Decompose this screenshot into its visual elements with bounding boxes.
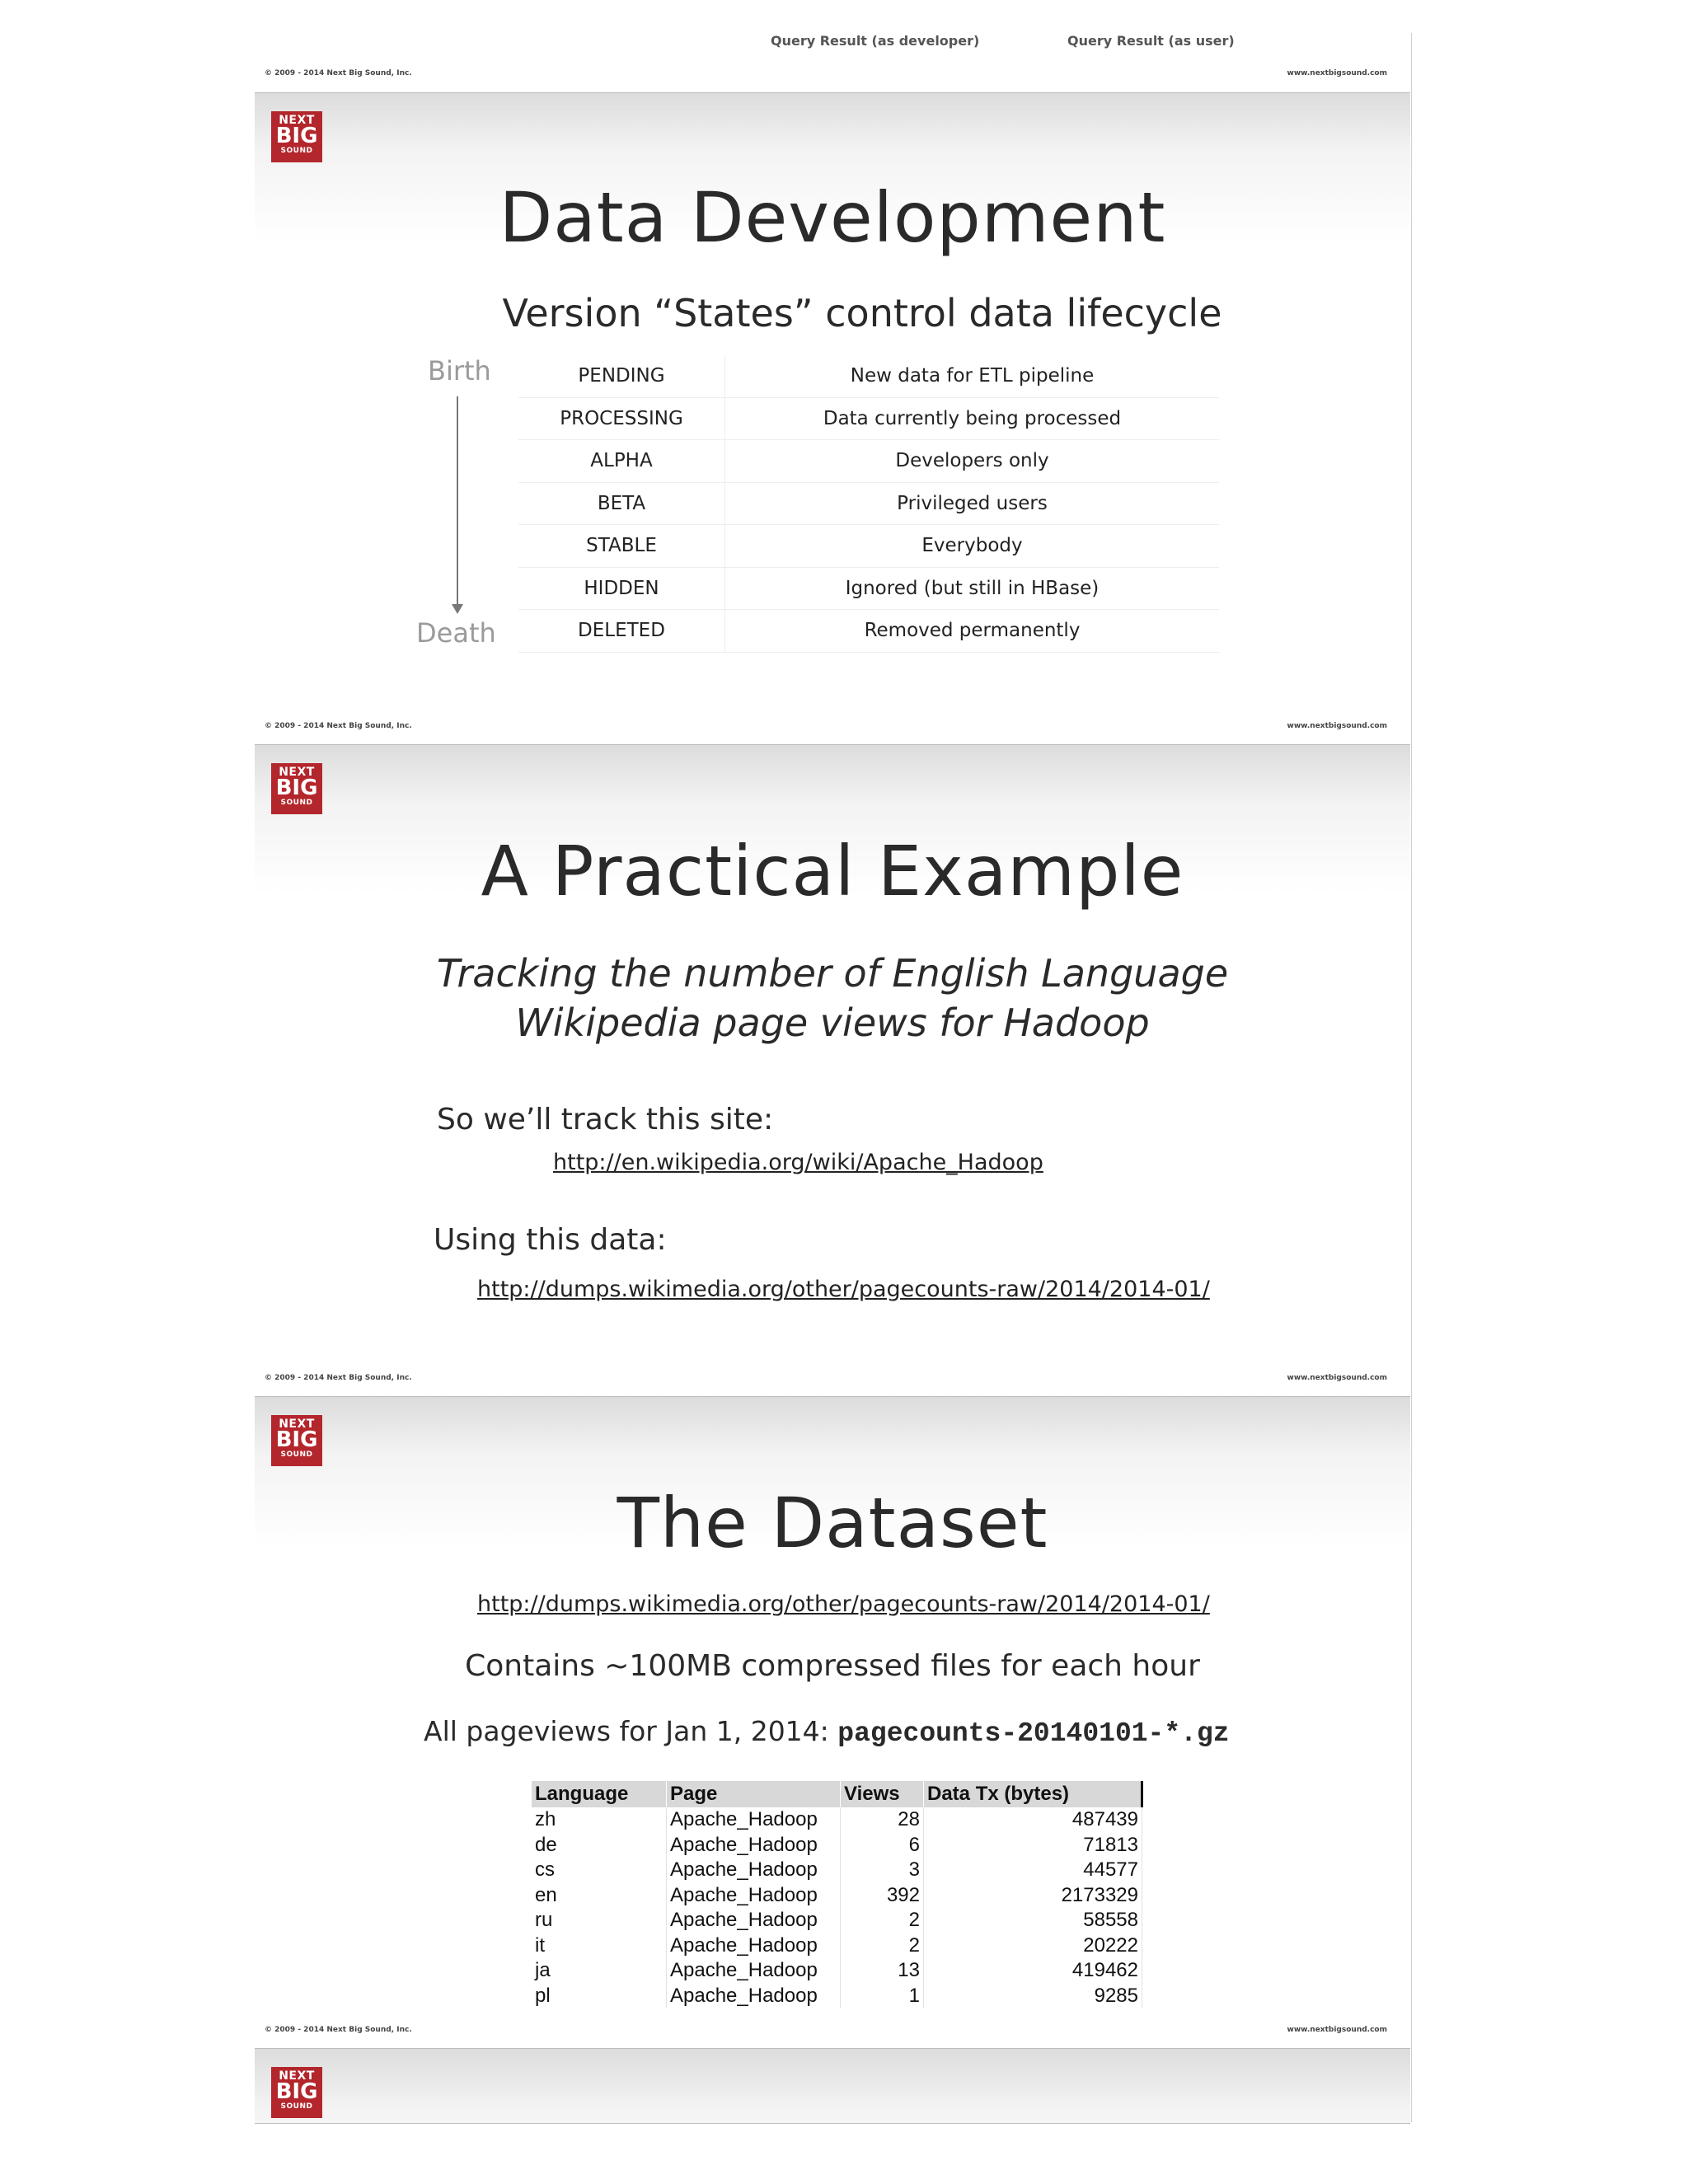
all-pageviews-prefix: All pageviews for Jan 1, 2014: bbox=[424, 1715, 829, 1747]
state-description: Removed permanently bbox=[725, 610, 1220, 653]
state-name: DELETED bbox=[518, 610, 725, 653]
column-header-views: Views bbox=[841, 1781, 924, 1807]
cell-page: Apache_Hadoop bbox=[667, 1858, 841, 1883]
cell-page: Apache_Hadoop bbox=[667, 1958, 841, 1984]
state-description: Everybody bbox=[725, 525, 1220, 568]
cell-page: Apache_Hadoop bbox=[667, 1933, 841, 1959]
state-name: HIDDEN bbox=[518, 567, 725, 610]
state-row bbox=[518, 482, 1219, 525]
cell-data-tx: 487439 bbox=[924, 1807, 1142, 1833]
slide-title: Data Development bbox=[499, 177, 1166, 258]
cell-language: pl bbox=[532, 1984, 667, 2009]
cell-language: ja bbox=[532, 1958, 667, 1984]
cell-views: 2 bbox=[841, 1933, 924, 1959]
next-slide-fragment bbox=[255, 2048, 1410, 2124]
state-name: BETA bbox=[518, 482, 725, 525]
slide-title: A Practical Example bbox=[481, 831, 1184, 912]
cell-views: 6 bbox=[841, 1833, 924, 1858]
cell-page: Apache_Hadoop bbox=[667, 1833, 841, 1858]
column-header-data-tx: Data Tx (bytes) bbox=[924, 1781, 1142, 1807]
cell-data-tx: 2173329 bbox=[924, 1883, 1142, 1909]
cell-views: 392 bbox=[841, 1883, 924, 1909]
cell-language: de bbox=[532, 1833, 667, 1858]
pagecounts-filename: pagecounts-20140101-*.gz bbox=[837, 1718, 1230, 1749]
cell-data-tx: 9285 bbox=[924, 1984, 1142, 2009]
all-pageviews-text bbox=[424, 1715, 1230, 1749]
slide-subtitle-line1: Tracking the number of English Language bbox=[436, 951, 1229, 996]
cell-language: zh bbox=[532, 1807, 667, 1833]
footer-copyright: © 2009 - 2014 Next Big Sound, Inc. bbox=[265, 1374, 412, 1382]
column-header-language: Language bbox=[532, 1781, 667, 1807]
state-row bbox=[518, 567, 1219, 610]
cell-data-tx: 20222 bbox=[924, 1933, 1142, 1959]
cell-data-tx: 58558 bbox=[924, 1908, 1142, 1933]
cell-language: it bbox=[532, 1933, 667, 1959]
footer-site: www.nextbigsound.com bbox=[1287, 2026, 1387, 2034]
cell-language: cs bbox=[532, 1858, 667, 1883]
state-row bbox=[518, 355, 1219, 397]
cell-views: 13 bbox=[841, 1958, 924, 1984]
footer-site: www.nextbigsound.com bbox=[1287, 722, 1387, 730]
pagecounts-dump-link[interactable]: http://dumps.wikimedia.org/other/pagecounts-raw/2014/2014-01/ bbox=[477, 1591, 1210, 1617]
table-row bbox=[532, 1858, 1142, 1883]
cell-views: 3 bbox=[841, 1858, 924, 1883]
contains-files-text: Contains ~100MB compressed files for each hour bbox=[465, 1649, 1200, 1683]
query-result-user-label: Query Result (as user) bbox=[1067, 33, 1235, 49]
previous-slide-fragment bbox=[255, 33, 1410, 93]
table-row bbox=[532, 1984, 1142, 2009]
state-name: ALPHA bbox=[518, 440, 725, 483]
state-row bbox=[518, 525, 1219, 568]
version-states-table bbox=[518, 355, 1219, 653]
cell-language: ru bbox=[532, 1908, 667, 1933]
next-big-sound-logo: NEXT BIG SOUND bbox=[271, 1415, 322, 1466]
slide-title: The Dataset bbox=[617, 1483, 1048, 1563]
footer-copyright: © 2009 - 2014 Next Big Sound, Inc. bbox=[265, 722, 412, 730]
cell-language: en bbox=[532, 1883, 667, 1909]
death-label: Death bbox=[416, 617, 496, 649]
cell-views: 2 bbox=[841, 1908, 924, 1933]
wikipedia-hadoop-link[interactable]: http://en.wikipedia.org/wiki/Apache_Hadoop bbox=[553, 1150, 1043, 1175]
state-name: STABLE bbox=[518, 525, 725, 568]
state-description: New data for ETL pipeline bbox=[725, 355, 1220, 397]
slide-practical-example bbox=[255, 744, 1410, 1397]
query-result-developer-label: Query Result (as developer) bbox=[771, 33, 980, 49]
next-big-sound-logo: NEXT BIG SOUND bbox=[271, 111, 322, 162]
state-description: Developers only bbox=[725, 440, 1220, 483]
footer-copyright: © 2009 - 2014 Next Big Sound, Inc. bbox=[265, 69, 412, 77]
column-header-page: Page bbox=[667, 1781, 841, 1807]
table-row bbox=[532, 1958, 1142, 1984]
pagecounts-dump-link[interactable]: http://dumps.wikimedia.org/other/pagecounts-raw/2014/2014-01/ bbox=[477, 1277, 1210, 1302]
state-row bbox=[518, 610, 1219, 653]
state-description: Ignored (but still in HBase) bbox=[725, 567, 1220, 610]
state-row bbox=[518, 397, 1219, 440]
footer-site: www.nextbigsound.com bbox=[1287, 69, 1387, 77]
state-description: Data currently being processed bbox=[725, 397, 1220, 440]
slide-the-dataset bbox=[255, 1396, 1410, 2049]
cell-views: 1 bbox=[841, 1984, 924, 2009]
slide-subtitle-line2: Wikipedia page views for Hadoop bbox=[515, 1001, 1150, 1045]
footer-copyright: © 2009 - 2014 Next Big Sound, Inc. bbox=[265, 2026, 412, 2034]
track-site-label: So we’ll track this site: bbox=[437, 1103, 774, 1137]
slide-subtitle: Version “States” control data lifecycle bbox=[502, 291, 1222, 335]
lifecycle-line bbox=[457, 396, 458, 604]
cell-data-tx: 419462 bbox=[924, 1958, 1142, 1984]
footer-site: www.nextbigsound.com bbox=[1287, 1374, 1387, 1382]
table-row bbox=[532, 1833, 1142, 1858]
using-data-label: Using this data: bbox=[434, 1223, 667, 1257]
table-row bbox=[532, 1933, 1142, 1959]
birth-label: Birth bbox=[428, 355, 491, 387]
cell-views: 28 bbox=[841, 1807, 924, 1833]
state-row bbox=[518, 440, 1219, 483]
cell-page: Apache_Hadoop bbox=[667, 1883, 841, 1909]
arrow-down-icon bbox=[452, 604, 463, 614]
cell-page: Apache_Hadoop bbox=[667, 1807, 841, 1833]
cell-page: Apache_Hadoop bbox=[667, 1908, 841, 1933]
next-big-sound-logo: NEXT BIG SOUND bbox=[271, 2067, 322, 2118]
state-description: Privileged users bbox=[725, 482, 1220, 525]
slide-data-development bbox=[255, 92, 1410, 745]
state-name: PENDING bbox=[518, 355, 725, 397]
state-name: PROCESSING bbox=[518, 397, 725, 440]
table-row bbox=[532, 1908, 1142, 1933]
cell-data-tx: 44577 bbox=[924, 1858, 1142, 1883]
pagecounts-table bbox=[532, 1781, 1143, 2008]
table-row bbox=[532, 1807, 1142, 1833]
next-big-sound-logo: NEXT BIG SOUND bbox=[271, 763, 322, 814]
cell-data-tx: 71813 bbox=[924, 1833, 1142, 1858]
cell-page: Apache_Hadoop bbox=[667, 1984, 841, 2009]
table-row bbox=[532, 1883, 1142, 1909]
